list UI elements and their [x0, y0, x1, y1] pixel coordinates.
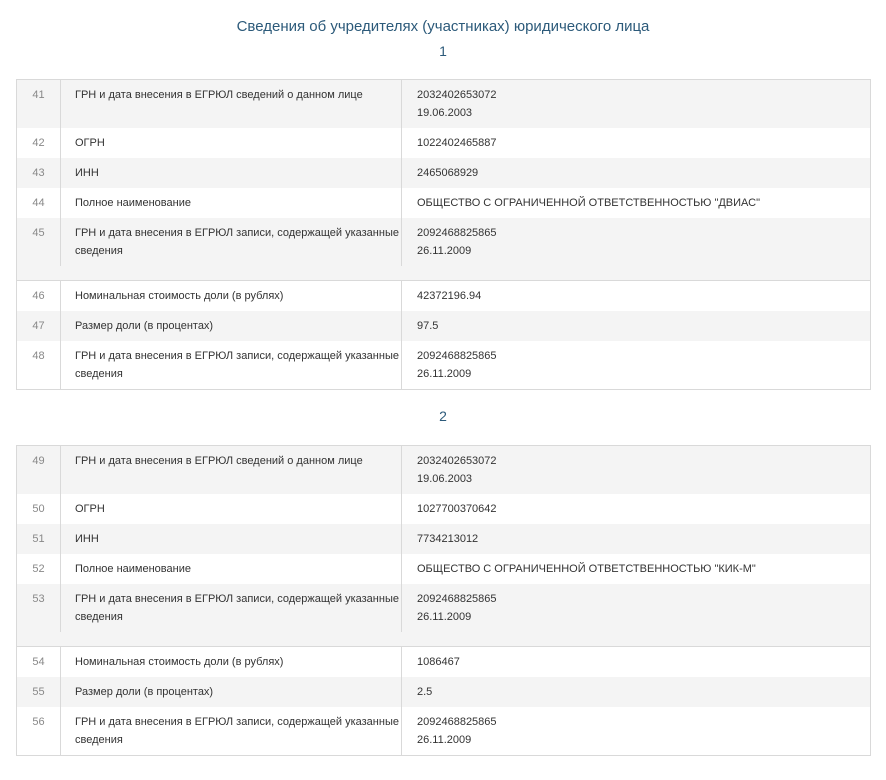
table-row — [17, 677, 870, 707]
table-row — [17, 281, 870, 311]
row-label: ГРН и дата внесения в ЕГРЮЛ сведений о данном лице — [61, 80, 402, 128]
row-label: ГРН и дата внесения в ЕГРЮЛ записи, содержащей указанные сведения — [61, 218, 402, 266]
table-row — [17, 158, 870, 188]
row-value: 42372196.94 — [417, 290, 482, 302]
row-number: 52 — [17, 554, 61, 584]
row-number: 53 — [17, 584, 61, 632]
table-separator — [16, 632, 871, 646]
row-value — [402, 707, 870, 755]
table-separator — [16, 266, 871, 280]
row-value: 1086467 — [417, 656, 460, 668]
section-title: Сведения об учредителях (участниках) юридического лица — [236, 18, 650, 35]
founder-number: 1 — [439, 43, 447, 59]
row-label: Размер доли (в процентах) — [61, 311, 402, 341]
row-number: 49 — [17, 446, 61, 494]
row-number: 50 — [17, 494, 61, 524]
founder-info-table — [16, 445, 871, 633]
row-label: Полное наименование — [61, 554, 402, 584]
table-row — [17, 446, 870, 494]
row-value: ОБЩЕСТВО С ОГРАНИЧЕННОЙ ОТВЕТСТВЕННОСТЬЮ "ДВИАС" — [417, 197, 760, 209]
row-label: ОГРН — [61, 128, 402, 158]
table-row — [17, 188, 870, 218]
date-value: 19.06.2003 — [417, 107, 473, 119]
row-value: ОБЩЕСТВО С ОГРАНИЧЕННОЙ ОТВЕТСТВЕННОСТЬЮ "КИК-М" — [417, 563, 756, 575]
row-label: Полное наименование — [61, 188, 402, 218]
table-row — [17, 524, 870, 554]
row-value — [402, 446, 870, 494]
row-number: 48 — [17, 341, 61, 389]
date-value: 26.11.2009 — [417, 245, 472, 257]
date-value: 19.06.2003 — [417, 473, 473, 485]
row-value: 1022402465887 — [417, 137, 497, 149]
share-info-table — [16, 280, 871, 390]
row-number: 54 — [17, 647, 61, 677]
row-value: 2465068929 — [417, 167, 479, 179]
row-label: ГРН и дата внесения в ЕГРЮЛ записи, содержащей указанные сведения — [61, 707, 402, 755]
row-label: ГРН и дата внесения в ЕГРЮЛ записи, содержащей указанные сведения — [61, 341, 402, 389]
row-label: ИНН — [61, 524, 402, 554]
table-row — [17, 80, 870, 128]
row-value: 7734213012 — [417, 533, 479, 545]
table-row — [17, 128, 870, 158]
row-label: Размер доли (в процентах) — [61, 677, 402, 707]
row-value — [402, 341, 870, 389]
row-value — [402, 218, 870, 266]
row-number: 43 — [17, 158, 61, 188]
grn-value: 2032402653072 — [417, 89, 497, 101]
row-label: Номинальная стоимость доли (в рублях) — [61, 647, 402, 677]
row-label: ГРН и дата внесения в ЕГРЮЛ сведений о данном лице — [61, 446, 402, 494]
row-number: 47 — [17, 311, 61, 341]
row-value — [402, 584, 870, 632]
share-info-table — [16, 646, 871, 756]
row-value: 1027700370642 — [417, 503, 497, 515]
date-value: 26.11.2009 — [417, 734, 472, 746]
row-number: 56 — [17, 707, 61, 755]
table-row — [17, 311, 870, 341]
row-label: ИНН — [61, 158, 402, 188]
grn-value: 2092468825865 — [417, 350, 497, 362]
row-label: ОГРН — [61, 494, 402, 524]
grn-value: 2092468825865 — [417, 593, 497, 605]
table-row — [17, 218, 870, 266]
grn-value: 2092468825865 — [417, 716, 497, 728]
row-value: 2.5 — [417, 686, 433, 698]
row-label: Номинальная стоимость доли (в рублях) — [61, 281, 402, 311]
row-number: 44 — [17, 188, 61, 218]
row-number: 55 — [17, 677, 61, 707]
row-number: 46 — [17, 281, 61, 311]
row-number: 42 — [17, 128, 61, 158]
founder-number: 2 — [439, 408, 447, 424]
table-row — [17, 647, 870, 677]
row-label: ГРН и дата внесения в ЕГРЮЛ записи, содержащей указанные сведения — [61, 584, 402, 632]
row-number: 41 — [17, 80, 61, 128]
table-row — [17, 341, 870, 389]
date-value: 26.11.2009 — [417, 368, 472, 380]
row-value — [402, 80, 870, 128]
table-row — [17, 494, 870, 524]
grn-value: 2092468825865 — [417, 227, 497, 239]
row-value: 97.5 — [417, 320, 439, 332]
table-row — [17, 554, 870, 584]
founder-info-table — [16, 79, 871, 267]
table-row — [17, 707, 870, 755]
date-value: 26.11.2009 — [417, 611, 472, 623]
table-row — [17, 584, 870, 632]
grn-value: 2032402653072 — [417, 455, 497, 467]
row-number: 45 — [17, 218, 61, 266]
row-number: 51 — [17, 524, 61, 554]
